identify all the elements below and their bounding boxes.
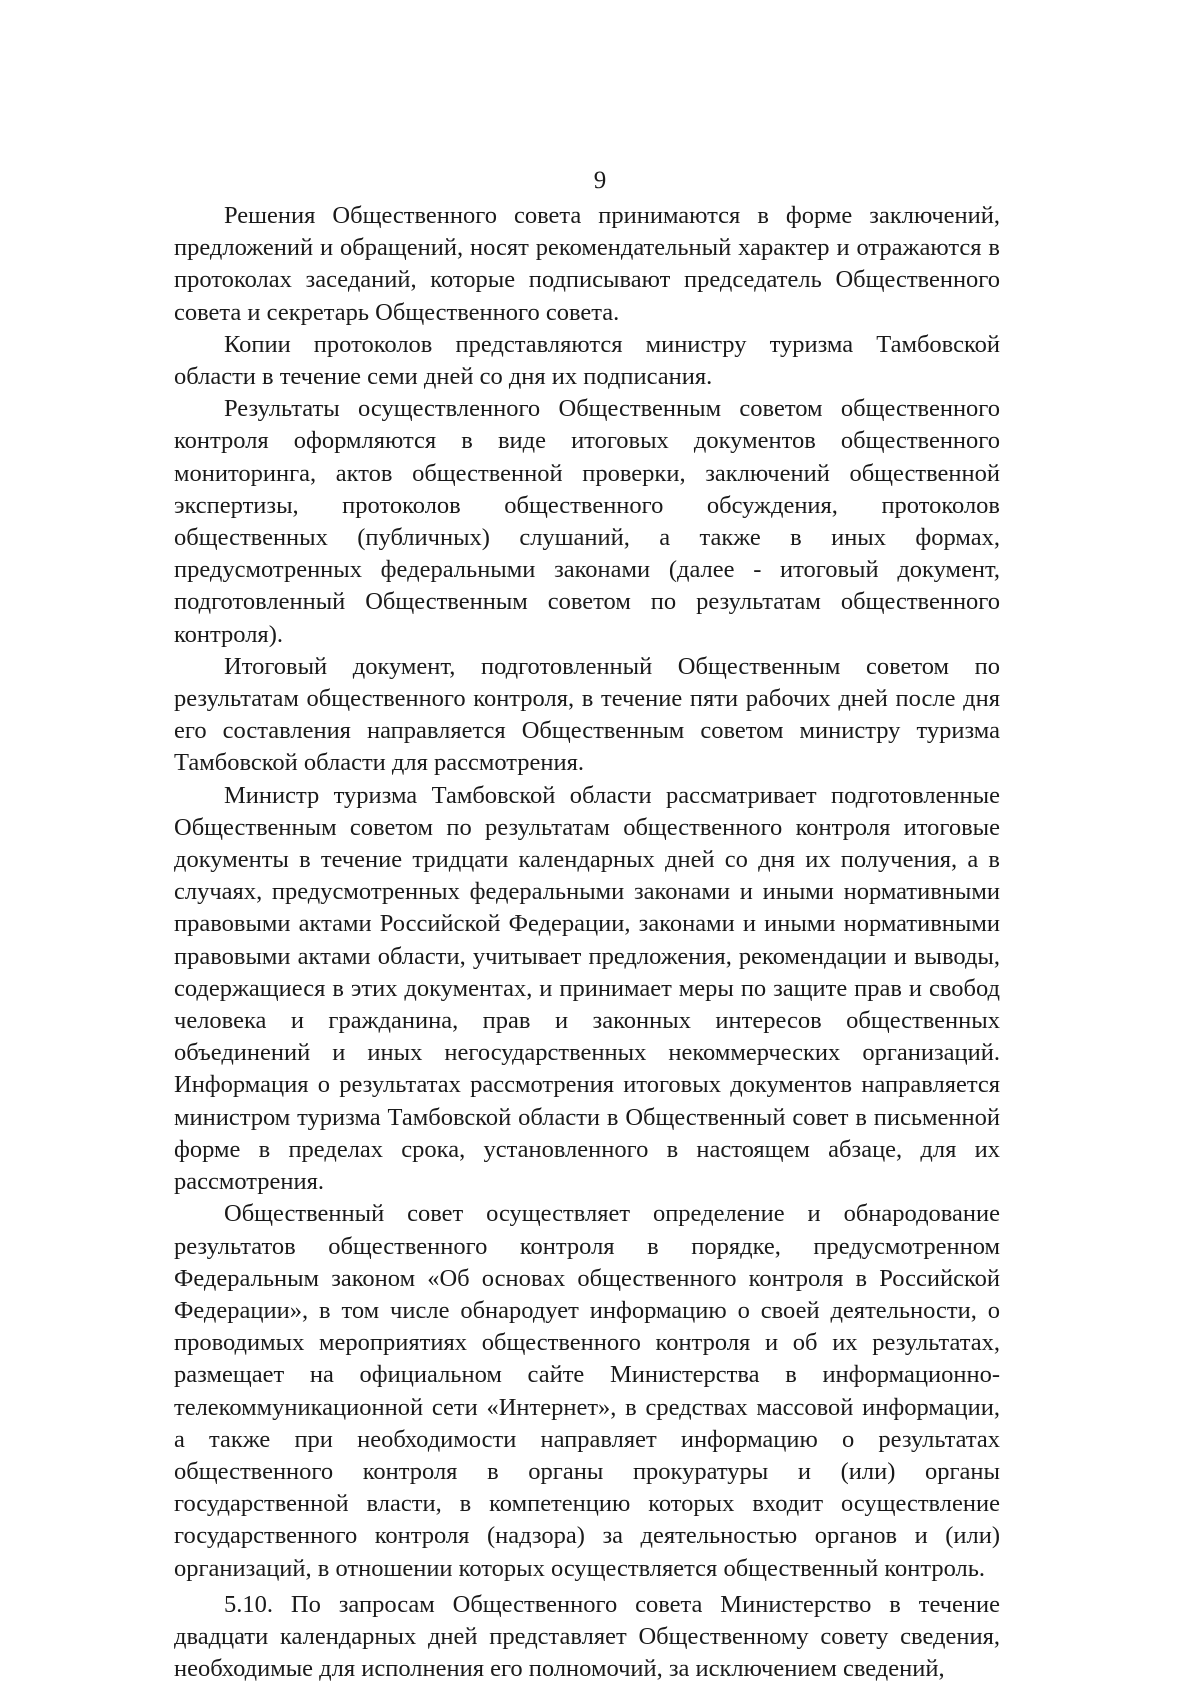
paragraph-minister-review: Министр туризма Тамбовской области рассматривает подготовленные Общественным советом по результатам общественного контроля итоговые документы в течение тридцати календарных дней со дня их получения, а в случаях, предусмотренных федеральными законами и иными нормативными правовыми актами Российской Федерации, законами и иными нормативными правовыми актами области, учитывает предложения, рекомендации и выводы, содержащиеся в этих документах, и принимает меры по защите прав и свобод человека и гражданина, прав и законных интересов общественных объединений и иных негосударственных некоммерческих организаций. Информация о результатах рассмотрения итоговых документов направляется министром туризма Тамбовской области в Общественный совет в письменной форме в пределах срока, установленного в настоящем абзаце, для их рассмотрения. — [174, 781, 1000, 1196]
paragraph-final-document: Итоговый документ, подготовленный Общественным советом по результатам общественного контроля, в течение пяти рабочих дней после дня его составления направляется Общественным советом министру туризма Тамбовской области для рассмотрения. — [174, 652, 1000, 777]
document-body — [174, 200, 1000, 1685]
paragraph-control-results: Результаты осуществленного Общественным советом общественного контроля оформляются в виде итоговых документов общественного мониторинга, актов общественной проверки, заключений общественной экспертизы, протоколов общественного обсуждения, протоколов общественных (публичных) слушаний, а также в иных формах, предусмотренных федеральными законами (далее - итоговый документ, подготовленный Общественным советом по результатам общественного контроля). — [174, 395, 1000, 648]
paragraph-protocol-copies: Копии протоколов представляются министру туризма Тамбовской области в течение семи дней со дня их подписания. — [174, 330, 1000, 391]
page-number: 9 — [593, 167, 607, 194]
paragraph-5-10: 5.10. По запросам Общественного совета Министерство в течение двадцати календарных дней представляет Общественному совету сведения, необходимые для исполнения его полномочий, за исключением сведений, — [174, 1590, 1000, 1683]
paragraph-council-decisions: Решения Общественного совета принимаются в форме заключений, предложений и обращений, носят рекомендательный характер и отражаются в протоколах заседаний, которые подписывают председатель Общественного совета и секретарь Общественного совета. — [174, 202, 1000, 326]
paragraph-publication: Общественный совет осуществляет определение и обнародование результатов общественного контроля в порядке, предусмотренном Федеральным законом «Об основах общественного контроля в Российской Федерации», в том числе обнародует информацию о своей деятельности, о проводимых мероприятиях общественного контроля и об их результатах, размещает на официальном сайте Министерства в информационно-телекоммуникационной сети «Интернет», в средствах массовой информации, а также при необходимости направляет информацию о результатах общественного контроля в органы прокуратуры и (или) органы государственной власти, в компетенцию которых входит осуществление государственного контроля (надзора) за деятельностью органов и (или) организаций, в отношении которых осуществляется общественный контроль. — [174, 1200, 1000, 1582]
